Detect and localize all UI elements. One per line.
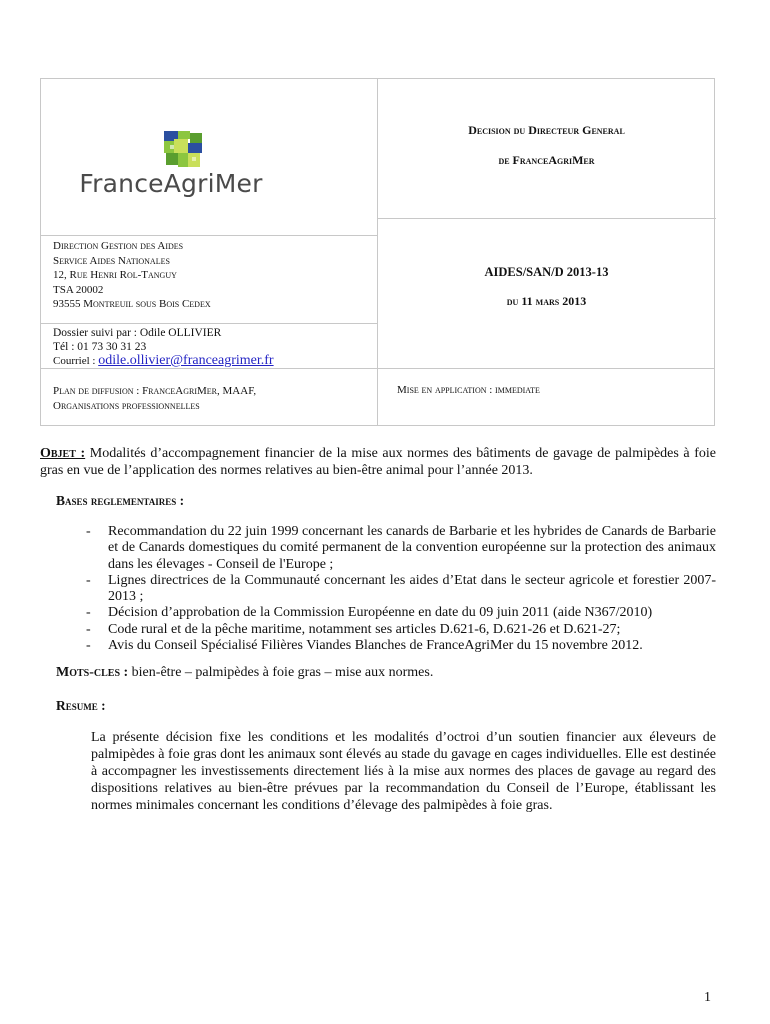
address-line: 93555 Montreuil sous Bois Cedex <box>53 298 211 310</box>
header-divider <box>377 218 716 219</box>
email-link[interactable]: odile.ollivier@franceagrimer.fr <box>98 353 274 368</box>
bases-list <box>56 524 716 654</box>
page-number: 1 <box>704 990 711 1005</box>
list-item-text: Avis du Conseil Spécialisé Filières Viandes Blanches de FranceAgriMer du 15 novembre 2012. <box>108 638 643 654</box>
list-item: - Décision d’approbation de la Commission Européenne en date du 09 juin 2011 (aide N367/2010) <box>86 605 653 621</box>
objet-paragraph <box>40 445 716 479</box>
mise-en-application: Mise en application : immediate <box>397 384 540 396</box>
bases-heading: Bases reglementaires : <box>56 493 185 508</box>
mots-cles-label: Mots-cles : <box>56 665 129 680</box>
address-line: 12, Rue Henri Rol-Tanguy <box>53 269 177 281</box>
contact-block <box>53 326 274 368</box>
objet-text: Modalités d’accompagnement financier de la mise aux normes des bâtiments de gavage de palmipèdes à foie gras en vue de l’application des normes relatives au bien-être animal pour l’année 2013. <box>40 446 717 478</box>
diffusion-block <box>53 384 256 414</box>
list-item: - Recommandation du 22 juin 1999 concernant les canards de Barbarie et les hybrides de Canards de Barbarie et de Canards domestiques du comité permanent de la convention européenne sur la protection des animaux dans les élevages - Conseil de l'Europe ; <box>86 524 717 572</box>
mots-cles-text: bien-être – palmipèdes à foie gras – mise aux normes. <box>131 665 434 680</box>
header-box <box>40 78 715 426</box>
header-divider <box>41 323 377 324</box>
logo-mosaic-icon <box>164 131 204 169</box>
list-item-text: Décision d’approbation de la Commission Européenne en date du 09 juin 2011 (aide N367/2010) <box>108 605 653 621</box>
logo-text: FranceAgriMer <box>79 169 263 198</box>
decision-date: du 11 mars 2013 <box>506 294 587 308</box>
dossier-text: Dossier suivi par : Odile OLLIVIER <box>53 327 222 339</box>
decision-reference: AIDES/SAN/D 2013-13 <box>484 265 609 279</box>
list-item: - Code rural et de la pêche maritime, notamment ses articles D.621-6, D.621-26 et D.621-27; <box>86 621 621 637</box>
header-divider <box>41 235 377 236</box>
list-item-text: Lignes directrices de la Communauté concernant les aides d’Etat dans le secteur agricole et forestier 2007-2013 ; <box>108 572 716 605</box>
decision-line: de FranceAgriMer <box>498 153 595 167</box>
mots-cles-line <box>56 665 433 681</box>
diffusion-line: Plan de diffusion : FranceAgriMer, MAAF, <box>53 385 257 397</box>
objet-label: Objet : <box>40 446 86 461</box>
courriel-line <box>53 354 274 368</box>
franceagrimer-logo <box>76 123 266 213</box>
address-line: TSA 20002 <box>53 283 104 296</box>
header-divider <box>41 368 714 369</box>
address-line: Service Aides Nationales <box>53 254 170 267</box>
list-item: - Lignes directrices de la Communauté concernant les aides d’Etat dans le secteur agricole et forestier 2007-2013 ; <box>86 572 716 605</box>
list-item-text: Recommandation du 22 juin 1999 concernant les canards de Barbarie et les hybrides de Canards de Barbarie et de Canards domestiques du comité permanent de la convention européenne sur la protection des animaux dans les élevages - Conseil de l'Europe ; <box>108 524 717 572</box>
resume-paragraph: La présente décision fixe les conditions et les modalités d’octroi d’un soutien financier aux éleveurs de palmipèdes à foie gras dont les animaux sont élevés au stade du gavage en cages individuelles. Elle est destinée à accompagner les investissements directement liés à la mise aux normes des places de gavage au regard des dispositions relatives au bien-être prévues par la recommandation du Conseil de l’Europe, établissant les normes minimales concernant les conditions d’élevage des palmipèdes à foie gras. <box>91 730 716 813</box>
tel-text: Tél : 01 73 30 31 23 <box>53 341 147 353</box>
address-line: Direction Gestion des Aides <box>53 240 184 252</box>
list-item: - Avis du Conseil Spécialisé Filières Viandes Blanches de FranceAgriMer du 15 novembre 2012. <box>86 638 643 654</box>
list-item-text: Code rural et de la pêche maritime, notamment ses articles D.621-6, D.621-26 et D.621-27; <box>108 621 621 637</box>
address-block <box>53 239 211 312</box>
decision-line: Decision du Directeur General <box>468 123 625 137</box>
diffusion-line: Organisations professionnelles <box>53 400 200 412</box>
resume-heading: Resume : <box>56 698 106 713</box>
courriel-label: Courriel : <box>53 355 96 367</box>
decision-title <box>377 123 716 167</box>
